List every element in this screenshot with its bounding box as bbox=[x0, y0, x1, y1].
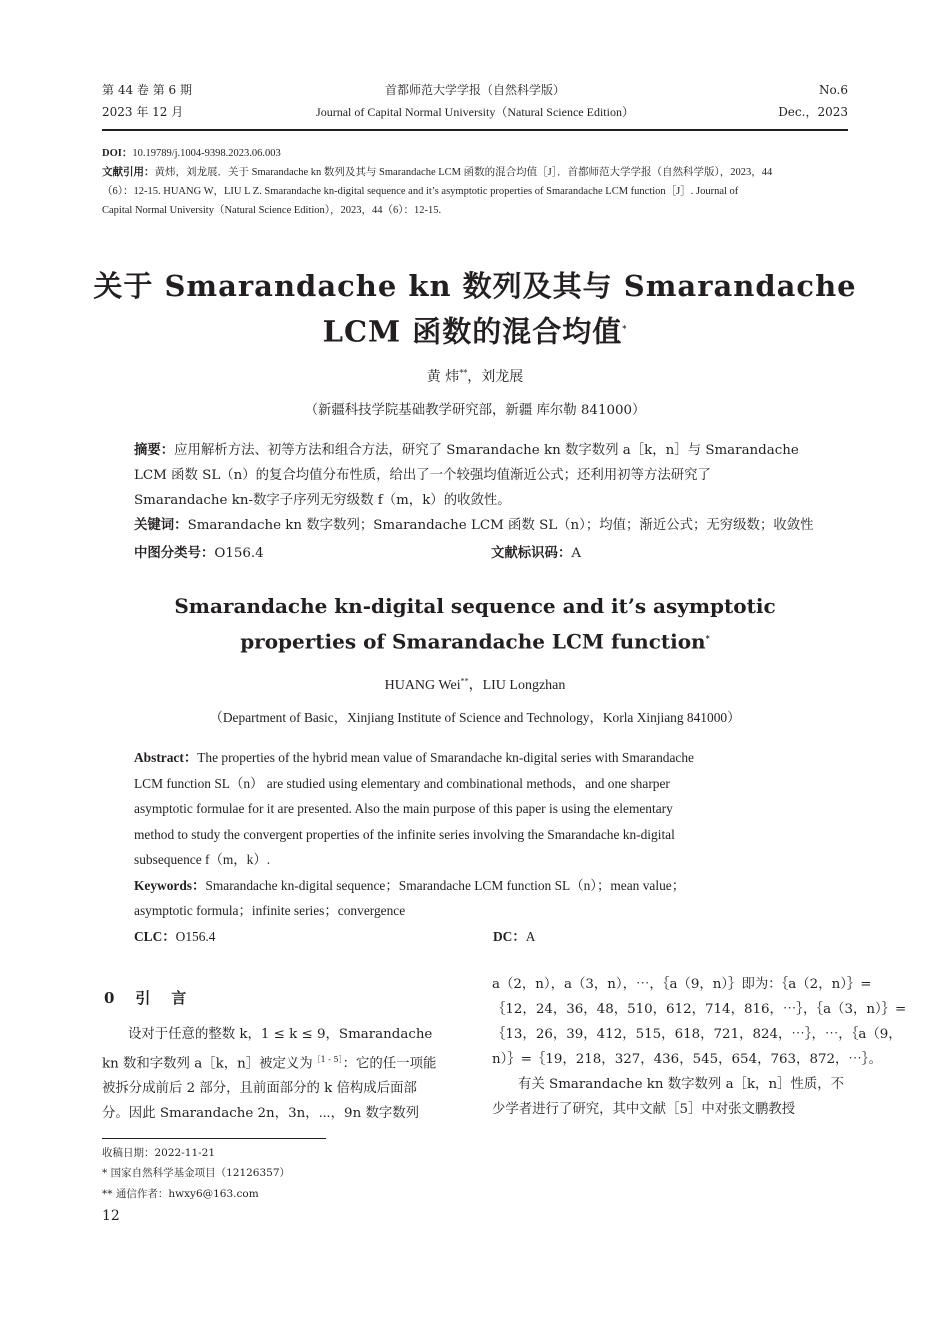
clc-cn bbox=[134, 541, 264, 566]
abstract-cn-label: 摘要： bbox=[134, 442, 175, 458]
header-date-en: Dec.，2023 bbox=[778, 105, 848, 119]
author-en-1: HUANG Wei bbox=[384, 678, 461, 693]
authors-cn bbox=[0, 366, 950, 386]
cite-label: 文献引用： bbox=[102, 167, 155, 178]
clc-cn-label: 中图分类号： bbox=[134, 545, 215, 561]
keywords-cn-label: 关键词： bbox=[134, 517, 188, 533]
cite-line-2: （6）：12-15. HUANG W，LIU L Z. Smarandache kn-digital sequence and it’s asymptotic properties of Smarandache LCM function［J］. Journal of bbox=[102, 186, 739, 197]
section-0-ref: ［1 - 5］ bbox=[312, 1055, 343, 1064]
right-col-line-2: ｛12，24，36，48，510，612，714，816，⋯｝，｛a（3，n）｝= bbox=[492, 1002, 907, 1017]
doi-value: 10.19789/j.1004-9398.2023.06.003 bbox=[132, 148, 281, 159]
affiliation-cn: （新疆科技学院基础教学研究部，新疆 库尔勒 841000） bbox=[304, 403, 646, 418]
section-0-body bbox=[102, 1022, 459, 1126]
abstract-cn bbox=[134, 438, 816, 538]
title-cn-line-1: 关于 Smarandache kn 数列及其与 Smarandache bbox=[93, 269, 857, 303]
clc-en-value: O156.4 bbox=[175, 929, 216, 944]
right-col-line-3: ｛13，26，39，412，515，618，721，824，⋯｝，⋯，｛a（9， bbox=[492, 1027, 902, 1042]
dc-en-value: A bbox=[525, 929, 536, 944]
page-number: 12 bbox=[102, 1208, 120, 1224]
authors-en bbox=[0, 674, 950, 694]
abstract-cn-line-1: 应用解析方法、初等方法和组合方法，研究了 Smarandache kn 数字数列 a［k，n］与 Smarandache bbox=[174, 443, 799, 458]
citation-block bbox=[102, 144, 848, 220]
title-cn-line-2-wrap bbox=[0, 308, 950, 352]
right-col-line-4: n）｝=｛19，218，327，436，545，654，763，872，⋯｝。 bbox=[492, 1052, 882, 1067]
abstract-en-line-1: The properties of the hybrid mean value of Smarandache kn-digital series with Smarandache bbox=[197, 750, 695, 765]
section-0-line-4: 分。因此 Smarandache 2n，3n，⋯，9n 数字数列 bbox=[102, 1106, 420, 1122]
section-0-heading: 0 引 言 bbox=[104, 989, 187, 1007]
title-en-line-2: properties of Smarandache LCM function bbox=[240, 629, 706, 654]
author-cn-2: ，刘龙展 bbox=[467, 369, 524, 385]
abstract-en-line-2: LCM function SL（n） are studied using elementary and combinational methods，and one sharper bbox=[134, 775, 670, 791]
section-0-line-2: kn 数和字数列 a［k，n］被定义为 bbox=[102, 1056, 313, 1072]
section-0-line-3: 被拆分成前后 2 部分，且前面部分的 k 倍构成后面部 bbox=[102, 1081, 417, 1097]
footnote-rule bbox=[102, 1138, 326, 1139]
author-en-2: ，LIU Longzhan bbox=[468, 678, 566, 693]
header-date-cn: 2023 年 12 月 bbox=[102, 105, 184, 119]
clc-en bbox=[134, 924, 215, 950]
abstract-en-label: Abstract： bbox=[134, 750, 198, 765]
keywords-en-label: Keywords： bbox=[134, 877, 206, 893]
right-col-line-1: a（2，n），a（3，n），⋯，｛a（9，n）｝即为：｛a（2，n）｝= bbox=[492, 977, 872, 992]
abstract-en bbox=[134, 745, 816, 924]
abstract-en-line-3: asymptotic formulae for it are presented. Also the main purpose of this paper is using the elementary bbox=[134, 801, 673, 816]
cite-line-3: Capital Normal University（Natural Science Edition），2023，44（6）：12-15. bbox=[102, 205, 442, 216]
cite-line-1: 黄炜，刘龙展．关于 Smarandache kn 数列及其与 Smarandache LCM 函数的混合均值［J］．首都师范大学学报（自然科学版），2023，44 bbox=[154, 167, 773, 178]
author-cn-1-mark: ** bbox=[459, 368, 468, 378]
footnote-corresponding: ** 通信作者：hwxy6@163.com bbox=[102, 1188, 259, 1200]
abstract-cn-line-2: LCM 函数 SL（n）的复合均值分布性质，给出了一个较强均值渐近公式；还利用初等方法研究了 bbox=[134, 468, 711, 483]
footnote-received: 收稿日期：2022-11-21 bbox=[102, 1147, 216, 1159]
footnote-fund: * 国家自然科学基金项目（12126357） bbox=[102, 1167, 291, 1179]
header-volume-issue: 第 44 卷 第 6 期 bbox=[102, 83, 192, 97]
title-en-line-1: Smarandache kn-digital sequence and it’s asymptotic bbox=[174, 594, 776, 618]
keywords-cn-text: Smarandache kn 数字数列；Smarandache LCM 函数 SL（n）；均值；渐近公式；无穷级数；收敛性 bbox=[187, 518, 814, 533]
title-en-line-2-wrap bbox=[0, 622, 950, 659]
author-en-1-mark: ** bbox=[460, 676, 469, 686]
title-cn-fund-mark: * bbox=[622, 323, 628, 333]
dc-en bbox=[493, 924, 535, 950]
affiliation-en: （Department of Basic，Xinjiang Institute of Science and Technology，Korla Xinjiang 841000） bbox=[209, 710, 741, 725]
right-column-body bbox=[492, 972, 907, 1122]
header-issue-no: No.6 bbox=[819, 83, 848, 97]
clc-en-label: CLC： bbox=[134, 929, 176, 944]
title-en-fund-mark: * bbox=[705, 633, 710, 643]
header-journal-cn: 首都师范大学学报（自然科学版） bbox=[384, 83, 565, 97]
abstract-en-line-5: subsequence f（m，k）. bbox=[134, 852, 271, 867]
abstract-cn-line-3: Smarandache kn-数字子序列无穷级数 f（m，k）的收敛性。 bbox=[134, 493, 511, 508]
keywords-en-line-2: asymptotic formula；infinite series；convergence bbox=[134, 903, 406, 918]
doc-code-cn-label: 文献标识码： bbox=[491, 545, 572, 561]
header-rule bbox=[102, 129, 848, 131]
right-col-line-5: 有关 Smarandache kn 数字数列 a［k，n］性质，不 bbox=[518, 1077, 845, 1092]
dc-en-label: DC： bbox=[493, 929, 526, 944]
doc-code-cn-value: A bbox=[571, 546, 582, 561]
title-cn-line-2: LCM 函数的混合均值 bbox=[322, 314, 623, 349]
author-cn-1: 黄 炜 bbox=[426, 369, 460, 385]
clc-cn-value: O156.4 bbox=[214, 546, 264, 561]
section-0-line-2b: ：它的任一项能 bbox=[342, 1056, 437, 1072]
section-0-line-1: 设对于任意的整数 k，1 ≤ k ≤ 9，Smarandache bbox=[128, 1027, 433, 1042]
keywords-en-line-1: Smarandache kn-digital sequence；Smarandache LCM function SL（n）；mean value； bbox=[205, 877, 686, 893]
doc-code-cn bbox=[491, 541, 581, 566]
right-col-line-6: 少学者进行了研究，其中文献［5］中对张文鹏教授 bbox=[492, 1102, 796, 1117]
abstract-en-line-4: method to study the convergent properties of the infinite series involving the Smarandache kn-digital bbox=[134, 826, 675, 842]
doi-label: DOI： bbox=[102, 148, 133, 159]
header-journal-en: Journal of Capital Normal University（Natural Science Edition） bbox=[316, 105, 634, 119]
